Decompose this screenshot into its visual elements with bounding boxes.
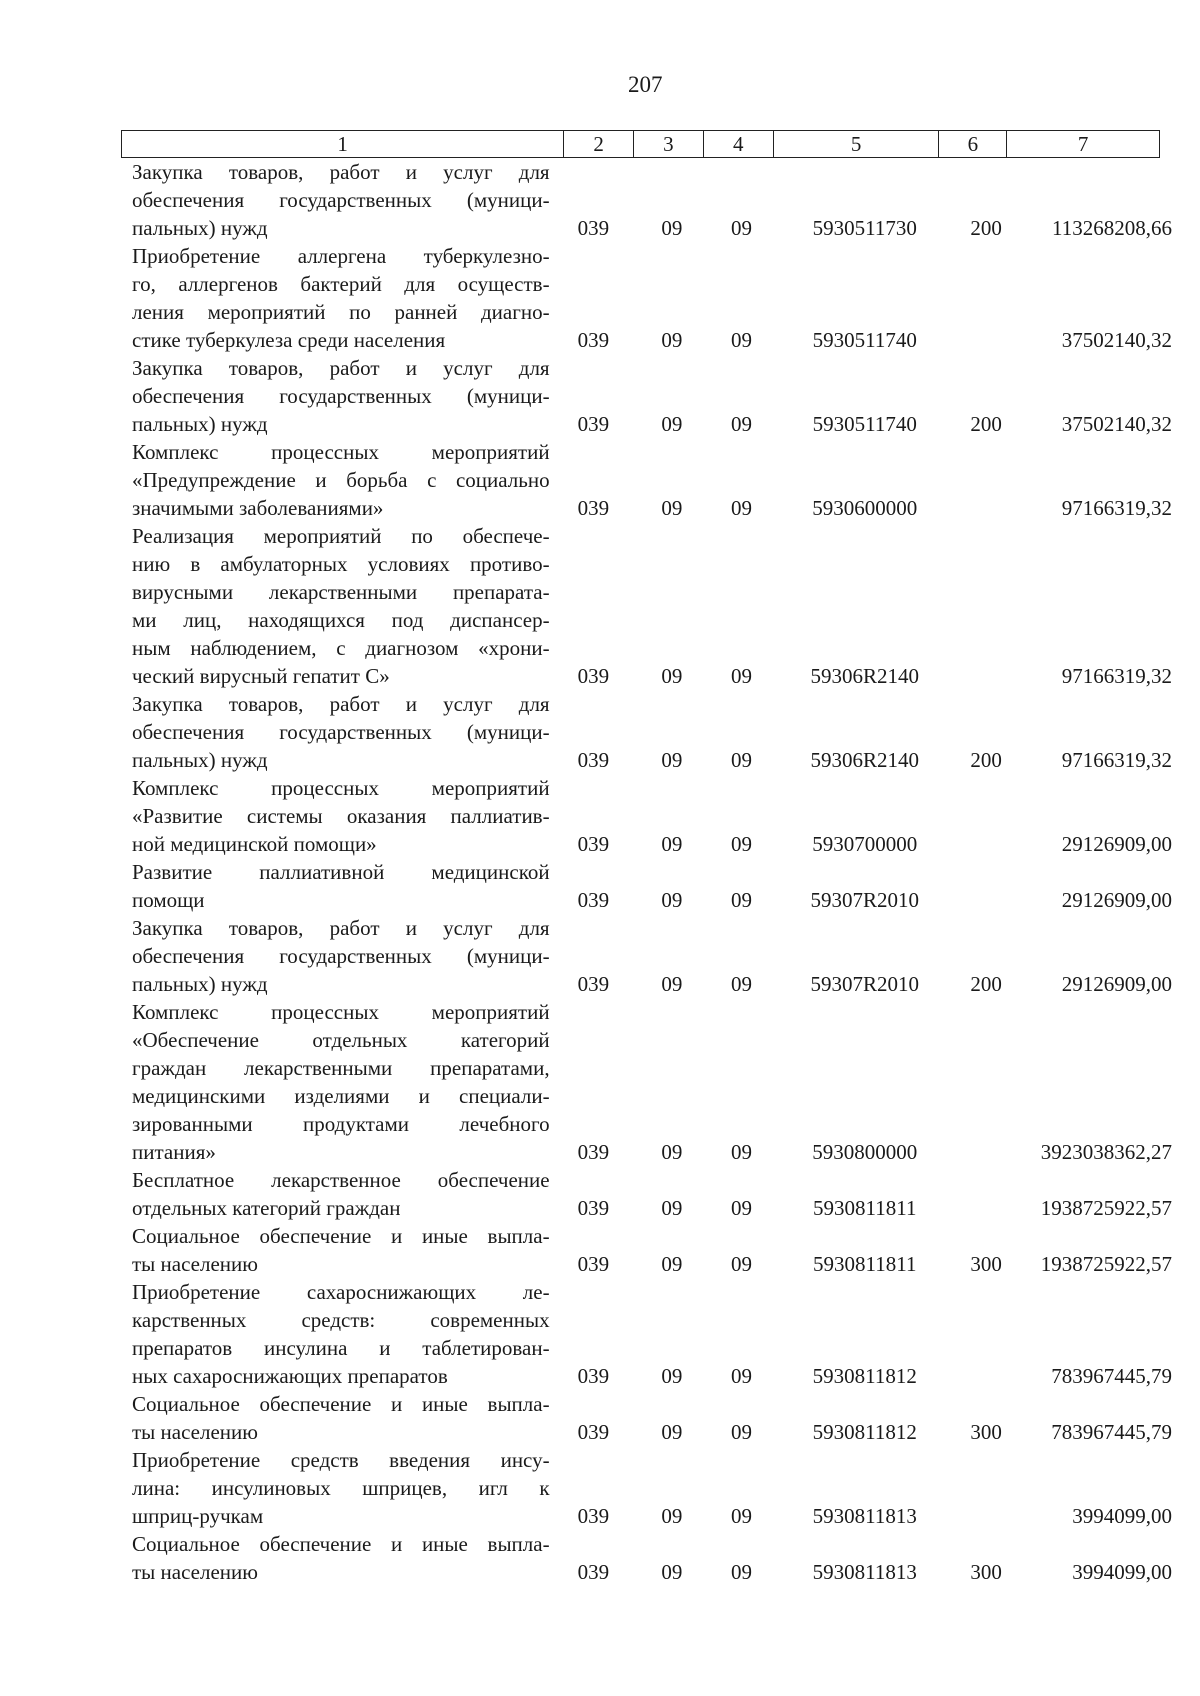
cell-target-article: 5930800000 bbox=[812, 1140, 918, 1164]
cell-section: 09 bbox=[661, 1364, 683, 1388]
description-line: «Развитие системы оказания паллиатив- bbox=[132, 804, 550, 828]
row-description bbox=[132, 1166, 550, 1222]
description-line: Социальное обеспечение и иные выпла- bbox=[132, 1224, 550, 1248]
cell-target-article: 5930511740 bbox=[812, 328, 917, 352]
cell-ministry-code: 039 bbox=[577, 412, 610, 436]
description-line: пальных) нужд bbox=[132, 216, 268, 240]
cell-ministry-code: 039 bbox=[577, 972, 610, 996]
table-row bbox=[132, 354, 1172, 438]
table-row bbox=[132, 1530, 1172, 1586]
description-line: Приобретение средств введения инсу- bbox=[132, 1448, 550, 1472]
description-line: Реализация мероприятий по обеспече- bbox=[132, 524, 550, 548]
header-col-1: 1 bbox=[122, 131, 564, 157]
description-line: пальных) нужд bbox=[132, 412, 268, 436]
description-line: ческий вирусный гепатит С» bbox=[132, 664, 390, 688]
header-col-6: 6 bbox=[939, 131, 1007, 157]
table-row bbox=[132, 1166, 1172, 1222]
row-description bbox=[132, 1446, 550, 1530]
cell-ministry-code: 039 bbox=[577, 1560, 610, 1584]
cell-subsection: 09 bbox=[730, 1504, 752, 1528]
cell-ministry-code: 039 bbox=[577, 1140, 610, 1164]
cell-section: 09 bbox=[661, 1504, 683, 1528]
cell-subsection: 09 bbox=[730, 328, 752, 352]
cell-section: 09 bbox=[661, 832, 683, 856]
cell-subsection: 09 bbox=[730, 216, 752, 240]
row-description bbox=[132, 354, 550, 438]
cell-expense-type: 200 bbox=[970, 748, 1002, 772]
description-line: Закупка товаров, работ и услуг для bbox=[132, 916, 550, 940]
description-line: значимыми заболеваниями» bbox=[132, 496, 384, 520]
cell-section: 09 bbox=[661, 1560, 683, 1584]
cell-ministry-code: 039 bbox=[577, 1196, 610, 1220]
cell-section: 09 bbox=[661, 1252, 683, 1276]
row-description bbox=[132, 1530, 550, 1586]
table-row bbox=[132, 522, 1172, 690]
cell-amount: 29126909,00 bbox=[1061, 888, 1172, 912]
cell-subsection: 09 bbox=[730, 1560, 752, 1584]
description-line: помощи bbox=[132, 888, 205, 912]
row-description bbox=[132, 158, 550, 242]
cell-section: 09 bbox=[661, 496, 683, 520]
cell-target-article: 59306R2140 bbox=[810, 748, 920, 772]
cell-amount: 37502140,32 bbox=[1061, 412, 1172, 436]
description-line: го, аллергенов бактерий для осуществ- bbox=[132, 272, 550, 296]
cell-amount: 97166319,32 bbox=[1061, 496, 1172, 520]
cell-target-article: 5930600000 bbox=[812, 496, 918, 520]
description-line: медицинскими изделиями и специали- bbox=[132, 1084, 550, 1108]
cell-section: 09 bbox=[661, 412, 683, 436]
cell-section: 09 bbox=[661, 216, 683, 240]
cell-subsection: 09 bbox=[730, 748, 752, 772]
description-line: обеспечения государственных (муници- bbox=[132, 944, 550, 968]
description-line: зированными продуктами лечебного bbox=[132, 1112, 550, 1136]
cell-amount: 1938725922,57 bbox=[1040, 1252, 1172, 1276]
cell-target-article: 5930811812 bbox=[812, 1420, 917, 1444]
description-line: Закупка товаров, работ и услуг для bbox=[132, 356, 550, 380]
cell-amount: 113268208,66 bbox=[1052, 216, 1172, 240]
description-line: Приобретение аллергена туберкулезно- bbox=[132, 244, 550, 268]
cell-subsection: 09 bbox=[730, 412, 752, 436]
cell-ministry-code: 039 bbox=[577, 496, 610, 520]
description-line: ты населению bbox=[132, 1560, 258, 1584]
description-line: ных сахароснижающих препаратов bbox=[132, 1364, 448, 1388]
cell-subsection: 09 bbox=[730, 888, 752, 912]
description-line: ты населению bbox=[132, 1252, 258, 1276]
cell-amount: 3923038362,27 bbox=[1040, 1140, 1172, 1164]
row-description bbox=[132, 242, 550, 354]
header-col-2: 2 bbox=[564, 131, 634, 157]
header-col-3: 3 bbox=[634, 131, 704, 157]
cell-target-article: 59307R2010 bbox=[810, 888, 920, 912]
description-line: Закупка товаров, работ и услуг для bbox=[132, 160, 550, 184]
cell-target-article: 5930511730 bbox=[812, 216, 917, 240]
cell-ministry-code: 039 bbox=[577, 888, 610, 912]
description-line: обеспечения государственных (муници- bbox=[132, 384, 550, 408]
cell-ministry-code: 039 bbox=[577, 328, 610, 352]
table-row bbox=[132, 158, 1172, 242]
table-row bbox=[132, 1390, 1172, 1446]
cell-target-article: 5930811812 bbox=[812, 1364, 917, 1388]
cell-subsection: 09 bbox=[730, 496, 752, 520]
cell-amount: 3994099,00 bbox=[1072, 1504, 1172, 1528]
table-row bbox=[132, 998, 1172, 1166]
description-line: отдельных категорий граждан bbox=[132, 1196, 401, 1220]
cell-target-article: 59307R2010 bbox=[810, 972, 920, 996]
cell-target-article: 5930811811 bbox=[813, 1196, 917, 1220]
description-line: «Обеспечение отдельных категорий bbox=[132, 1028, 550, 1052]
table-row bbox=[132, 914, 1172, 998]
description-line: обеспечения государственных (муници- bbox=[132, 720, 550, 744]
description-line: ты населению bbox=[132, 1420, 258, 1444]
cell-expense-type: 300 bbox=[970, 1252, 1002, 1276]
header-col-7: 7 bbox=[1077, 131, 1089, 156]
cell-ministry-code: 039 bbox=[577, 664, 610, 688]
cell-ministry-code: 039 bbox=[577, 748, 610, 772]
cell-section: 09 bbox=[661, 328, 683, 352]
description-line: ной медицинской помощи» bbox=[132, 832, 377, 856]
cell-ministry-code: 039 bbox=[577, 1504, 610, 1528]
cell-amount: 1938725922,57 bbox=[1040, 1196, 1172, 1220]
table-row bbox=[132, 438, 1172, 522]
cell-target-article: 59306R2140 bbox=[810, 664, 920, 688]
row-description bbox=[132, 1222, 550, 1278]
cell-target-article: 5930811813 bbox=[812, 1504, 917, 1528]
description-line: препаратов инсулина и таблетирован- bbox=[132, 1336, 550, 1360]
cell-section: 09 bbox=[661, 664, 683, 688]
description-line: Бесплатное лекарственное обеспечение bbox=[132, 1168, 550, 1192]
description-line: Социальное обеспечение и иные выпла- bbox=[132, 1532, 550, 1556]
cell-ministry-code: 039 bbox=[577, 1420, 610, 1444]
cell-amount: 37502140,32 bbox=[1061, 328, 1172, 352]
description-line: лина: инсулиновых шприцев, игл к bbox=[132, 1476, 550, 1500]
cell-section: 09 bbox=[661, 888, 683, 912]
row-description bbox=[132, 690, 550, 774]
description-line: питания» bbox=[132, 1140, 216, 1164]
cell-subsection: 09 bbox=[730, 1196, 752, 1220]
cell-amount: 97166319,32 bbox=[1061, 748, 1172, 772]
cell-subsection: 09 bbox=[730, 972, 752, 996]
table-row bbox=[132, 1446, 1172, 1530]
cell-amount: 29126909,00 bbox=[1061, 972, 1172, 996]
row-description bbox=[132, 774, 550, 858]
row-description bbox=[132, 522, 550, 690]
description-line: ления мероприятий по ранней диагно- bbox=[132, 300, 550, 324]
cell-amount: 29126909,00 bbox=[1061, 832, 1172, 856]
row-description bbox=[132, 1278, 550, 1390]
description-line: ми лиц, находящихся под диспансер- bbox=[132, 608, 550, 632]
description-line: пальных) нужд bbox=[132, 972, 268, 996]
description-line: Приобретение сахароснижающих ле- bbox=[132, 1280, 550, 1304]
row-description bbox=[132, 914, 550, 998]
description-line: граждан лекарственными препаратами, bbox=[132, 1056, 550, 1080]
table-row bbox=[132, 858, 1172, 914]
description-line: карственных средств: современных bbox=[132, 1308, 550, 1332]
description-line: ным наблюдением, с диагнозом «хрони- bbox=[132, 636, 550, 660]
cell-section: 09 bbox=[661, 972, 683, 996]
row-description bbox=[132, 438, 550, 522]
description-line: «Предупреждение и борьба с социально bbox=[132, 468, 550, 492]
cell-amount: 783967445,79 bbox=[1051, 1364, 1172, 1388]
cell-section: 09 bbox=[661, 1196, 683, 1220]
cell-section: 09 bbox=[661, 1140, 683, 1164]
cell-expense-type: 200 bbox=[970, 412, 1002, 436]
cell-amount: 97166319,32 bbox=[1061, 664, 1172, 688]
cell-ministry-code: 039 bbox=[577, 832, 610, 856]
cell-subsection: 09 bbox=[730, 664, 752, 688]
cell-subsection: 09 bbox=[730, 1140, 752, 1164]
cell-expense-type: 300 bbox=[970, 1420, 1002, 1444]
cell-expense-type: 200 bbox=[970, 972, 1002, 996]
cell-expense-type: 300 bbox=[970, 1560, 1002, 1584]
table-row bbox=[132, 242, 1172, 354]
description-line: Комплекс процессных мероприятий bbox=[132, 1000, 550, 1024]
header-col-5: 5 bbox=[774, 131, 940, 157]
cell-target-article: 5930511740 bbox=[812, 412, 917, 436]
cell-subsection: 09 bbox=[730, 1252, 752, 1276]
description-line: Закупка товаров, работ и услуг для bbox=[132, 692, 550, 716]
description-line: пальных) нужд bbox=[132, 748, 268, 772]
description-line: вирусными лекарственными препарата- bbox=[132, 580, 550, 604]
description-line: обеспечения государственных (муници- bbox=[132, 188, 550, 212]
description-line: стике туберкулеза среди населения bbox=[132, 328, 446, 352]
cell-target-article: 5930811813 bbox=[812, 1560, 917, 1584]
description-line: Социальное обеспечение и иные выпла- bbox=[132, 1392, 550, 1416]
table-header bbox=[121, 130, 1160, 158]
description-line: Комплекс процессных мероприятий bbox=[132, 776, 550, 800]
cell-ministry-code: 039 bbox=[577, 1364, 610, 1388]
cell-subsection: 09 bbox=[730, 1420, 752, 1444]
row-description bbox=[132, 1390, 550, 1446]
cell-subsection: 09 bbox=[730, 1364, 752, 1388]
cell-ministry-code: 039 bbox=[577, 1252, 610, 1276]
row-description bbox=[132, 858, 550, 914]
row-description bbox=[132, 998, 550, 1166]
cell-amount: 3994099,00 bbox=[1072, 1560, 1172, 1584]
table-row bbox=[132, 1222, 1172, 1278]
table-body bbox=[132, 158, 1172, 1586]
cell-section: 09 bbox=[661, 1420, 683, 1444]
cell-target-article: 5930700000 bbox=[812, 832, 918, 856]
page-number: 207 bbox=[628, 72, 663, 97]
cell-ministry-code: 039 bbox=[577, 216, 610, 240]
table-row bbox=[132, 690, 1172, 774]
cell-section: 09 bbox=[661, 748, 683, 772]
cell-expense-type: 200 bbox=[970, 216, 1002, 240]
description-line: Развитие паллиативной медицинской bbox=[132, 860, 550, 884]
table-row bbox=[132, 1278, 1172, 1390]
description-line: нию в амбулаторных условиях противо- bbox=[132, 552, 550, 576]
table-row bbox=[132, 774, 1172, 858]
cell-target-article: 5930811811 bbox=[813, 1252, 917, 1276]
description-line: Комплекс процессных мероприятий bbox=[132, 440, 550, 464]
cell-subsection: 09 bbox=[730, 832, 752, 856]
description-line: шприц-ручкам bbox=[132, 1504, 264, 1528]
cell-amount: 783967445,79 bbox=[1051, 1420, 1172, 1444]
header-col-4: 4 bbox=[704, 131, 774, 157]
